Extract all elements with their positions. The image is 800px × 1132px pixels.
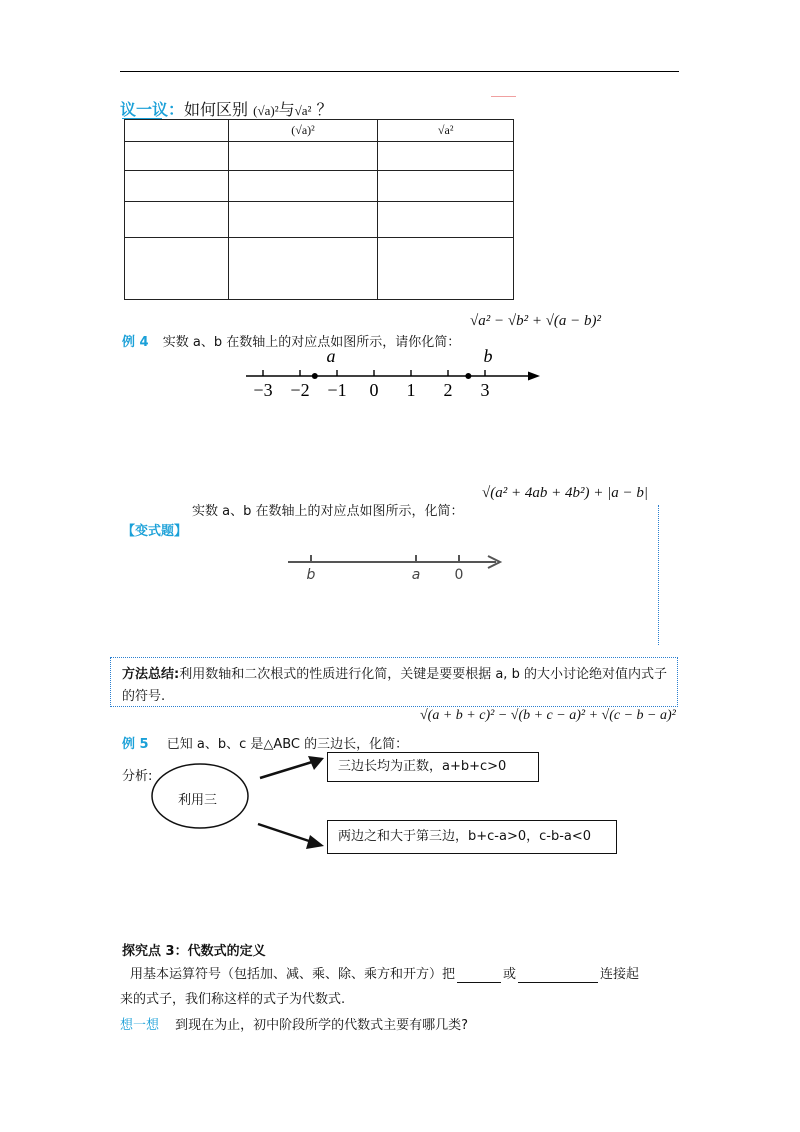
label-0: 0 <box>454 567 464 583</box>
header-rule <box>120 71 679 72</box>
tick-label: −2 <box>290 380 310 400</box>
table-header-cell: √a² <box>378 120 514 142</box>
compare-table <box>124 119 514 300</box>
point3-line1: 用基本运算符号（包括加、减、乘、除、乘方和开方）把 或 连接起 <box>130 967 640 982</box>
table-header-row <box>125 120 514 142</box>
tick-label: 2 <box>443 380 453 400</box>
number-line-1 <box>240 342 550 404</box>
discuss-expr2: √a² <box>294 103 312 118</box>
tick-label: 0 <box>369 380 379 400</box>
example5-text: 已知 a、b、c 是△ABC 的三边长，化简： <box>166 737 409 752</box>
point-label-a: a <box>326 346 336 366</box>
label-a: a <box>411 567 421 583</box>
analysis-arrows <box>140 748 340 868</box>
example5-label: 例 5 <box>122 737 149 752</box>
point3-title: 探究点 3：代数式的定义 <box>122 944 266 959</box>
example4-text: 实数 a、b 在数轴上的对应点如图所示，请你化简： <box>162 335 461 350</box>
variant-text: 实数 a、b 在数轴上的对应点如图所示，化简： <box>192 504 464 519</box>
discuss-label: 议一议 <box>120 100 169 119</box>
point-b <box>465 373 471 379</box>
example4-label: 例 4 <box>122 335 149 350</box>
dotted-guide <box>658 505 659 645</box>
table-header-cell <box>125 120 229 142</box>
table-header-cell: (√a)² <box>228 120 378 142</box>
blank-2[interactable] <box>518 967 598 983</box>
point-a <box>312 373 318 379</box>
point-label-b: b <box>483 346 493 366</box>
method-body: 利用数轴和二次根式的性质进行化简，关键是要要根据 a, b 的大小讨论绝对值内式子的符号. <box>122 667 667 704</box>
tick-label: −1 <box>327 380 347 400</box>
table-row <box>125 202 514 238</box>
tick-label: 1 <box>406 380 416 400</box>
method-text <box>122 664 674 708</box>
example5-formula: √(a + b + c)² − √(b + c − a)² + √(c − b − a)² <box>420 708 676 723</box>
analysis-box-1: 三边长均为正数，a+b+c>0 <box>327 752 539 782</box>
tick-label: 3 <box>480 380 490 400</box>
point3-line2: 来的式子，我们称这样的式子为代数式. <box>120 992 346 1007</box>
table-row <box>125 238 514 300</box>
variant-formula: √(a² + 4ab + 4b²) + |a − b| <box>482 485 648 501</box>
oval-text: 利用三 <box>178 793 218 808</box>
discuss-heading: 议一议：如何区别 (√a)²与√a² ？ <box>120 100 333 119</box>
number-line-2 <box>284 548 514 590</box>
method-label: 方法总结: <box>122 667 180 682</box>
think-text: 到现在为止，初中阶段所学的代数式主要有哪几类? <box>175 1018 469 1033</box>
arrow-2-head <box>306 835 324 849</box>
discuss-question: 如何区别 <box>184 100 249 119</box>
table-row <box>125 142 514 171</box>
discuss-expr1: (√a)² <box>253 103 279 118</box>
analysis-box-2: 两边之和大于第三边，b+c-a>0，c-b-a<0 <box>327 820 617 854</box>
table-row <box>125 171 514 202</box>
label-b: b <box>306 567 316 583</box>
tick-label: −3 <box>253 380 273 400</box>
think-line <box>120 1014 468 1033</box>
red-mark <box>491 96 516 97</box>
blank-1[interactable] <box>457 967 501 983</box>
think-label: 想一想 <box>120 1018 160 1033</box>
analysis-label: 分析: <box>122 769 153 784</box>
example4-formula: √a² − √b² + √(a − b)² <box>470 313 602 329</box>
axis-arrow <box>528 372 540 381</box>
arrow-1 <box>260 762 312 778</box>
variant-label: 【变式题】 <box>122 524 188 539</box>
arrow-2 <box>258 824 312 842</box>
